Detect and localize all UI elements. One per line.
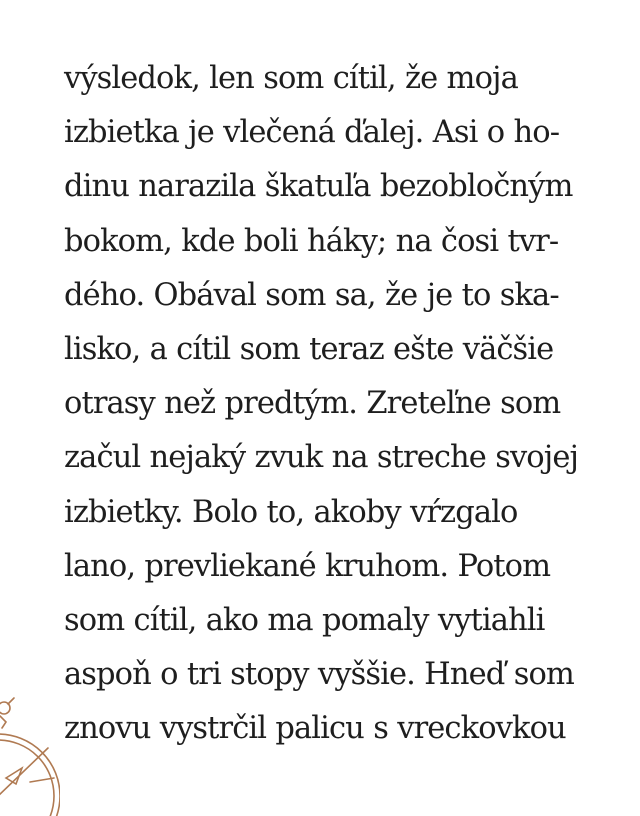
text-line: som cítil, ako ma pomaly vytiahli <box>64 602 545 638</box>
text-line: dinu narazila škatuľa bezobločným <box>64 169 573 205</box>
text-line: otrasy než predtým. Zreteľne som <box>64 386 561 422</box>
text-line: dého. Obával som sa, že je to ska- <box>64 277 559 313</box>
text-line: aspoň o tri stopy vyššie. Hneď som <box>64 657 574 693</box>
text-line: lisko, a cítil som teraz ešte väčšie <box>64 331 554 367</box>
text-line: začul nejaký zvuk na streche svojej <box>64 440 579 476</box>
text-line: izbietky. Bolo to, akoby vŕzgalo <box>64 494 518 530</box>
compass-ornament-icon <box>0 686 60 816</box>
text-line: izbietka je vlečená ďalej. Asi o ho- <box>64 115 560 151</box>
text-line: lano, prevliekané kruhom. Potom <box>64 548 551 584</box>
text-line: bokom, kde boli háky; na čosi tvr- <box>64 223 559 259</box>
text-line: znovu vystrčil palicu s vreckovkou <box>64 711 566 747</box>
body-text <box>64 52 624 756</box>
text-line: výsledok, len som cítil, že moja <box>64 61 518 96</box>
